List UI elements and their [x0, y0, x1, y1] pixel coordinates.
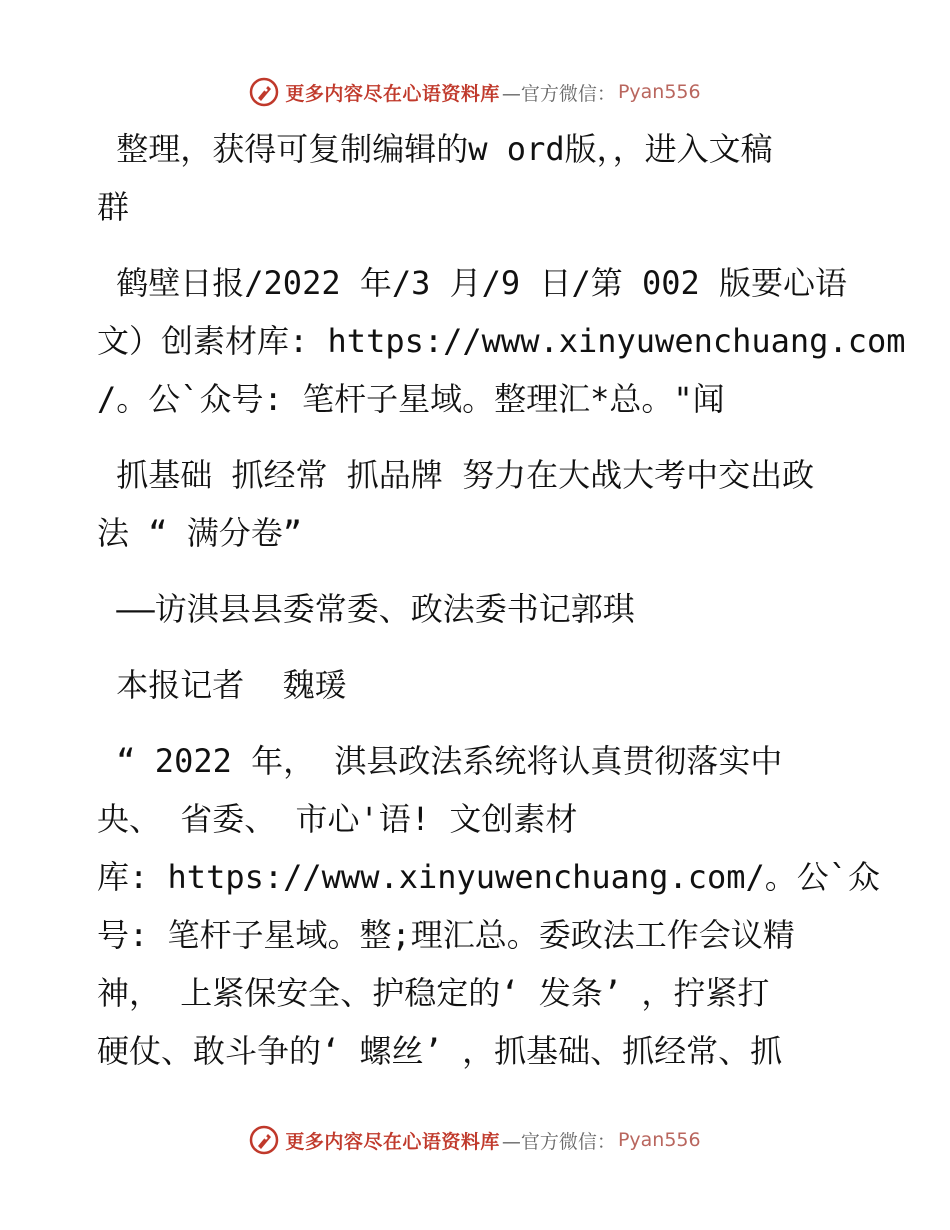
paragraph — [97, 120, 857, 236]
text-line: 鹤壁日报/2022 年/3 月/9 日/第 002 版要心语 — [97, 264, 848, 302]
paragraph — [97, 446, 857, 562]
paragraph — [97, 656, 857, 714]
pen-nib-circle-icon — [249, 1125, 279, 1155]
text-line: 法 “ 满分卷” — [97, 514, 303, 552]
banner-wechat-id: Pyan556 — [617, 1129, 701, 1151]
text-line: 本报记者 魏瑗 — [97, 666, 347, 704]
text-line: 整理，获得可复制编辑的w ord版，，进入文稿 — [97, 130, 773, 168]
text-line: 硬仗、敢斗争的‘ 螺丝’ ，抓基础、抓经常、抓 — [97, 1032, 783, 1070]
banner-title: 更多内容尽在心语资料库 — [285, 82, 500, 105]
text-line: ——访淇县县委常委、政法委书记郭琪 — [97, 590, 635, 628]
footer-banner — [0, 1120, 950, 1160]
paragraph — [97, 580, 857, 638]
text-line: 库: https://www.xinyuwenchuang.com/。公`众 — [97, 858, 881, 896]
text-line: 抓基础 抓经常 抓品牌 努力在大战大考中交出政 — [97, 456, 815, 494]
paragraph — [97, 732, 881, 1080]
text-line: 神， 上紧保安全、护稳定的‘ 发条’ ，拧紧打 — [97, 974, 770, 1012]
document-body — [97, 120, 906, 1098]
banner-wechat-id: Pyan556 — [617, 81, 701, 103]
text-line: 号: 笔杆子星域。整;理汇总。委政法工作会议精 — [97, 916, 795, 954]
text-line: 群 — [97, 188, 130, 226]
banner-subtitle: —官方微信： — [501, 1130, 616, 1153]
banner-subtitle: —官方微信： — [501, 82, 616, 105]
text-line: 央、 省委、 市心'语! 文创素材 — [97, 800, 578, 838]
text-line: “ 2022 年， 淇县政法系统将认真贯彻落实中 — [97, 742, 783, 780]
pen-nib-circle-icon — [249, 77, 279, 107]
text-line: /。公`众号: 笔杆子星域。整理汇*总。"闻 — [97, 380, 725, 418]
banner-title: 更多内容尽在心语资料库 — [285, 1130, 500, 1153]
header-banner — [0, 72, 950, 112]
paragraph — [97, 254, 906, 428]
text-line: 文）创素材库: https://www.xinyuwenchuang.com — [97, 322, 906, 360]
